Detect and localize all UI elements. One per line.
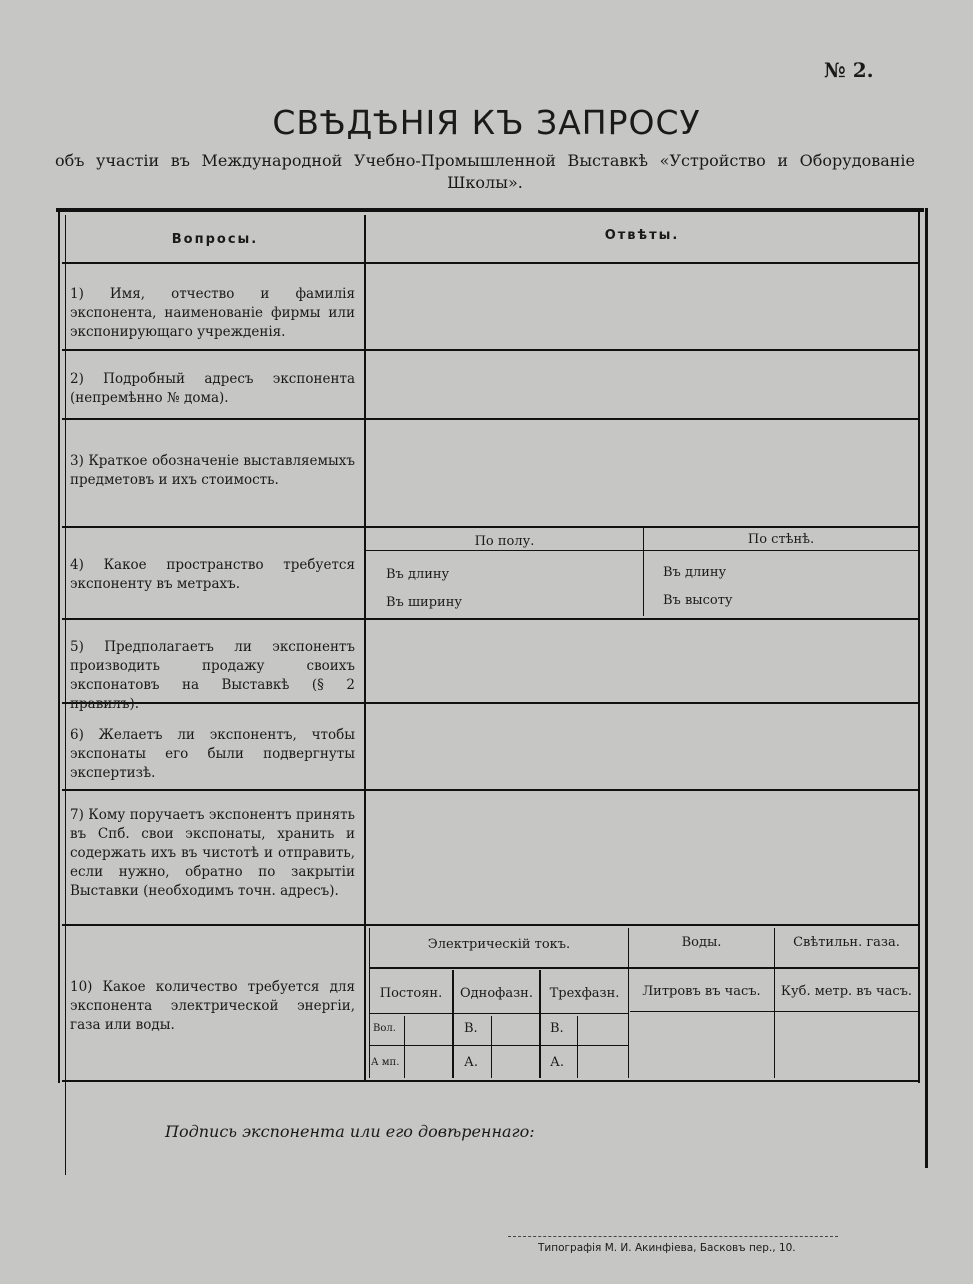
page-title: СВѢДѢНІЯ КЪ ЗАПРОСУ <box>272 103 701 142</box>
space-wall-header: По стѣнѣ. <box>747 532 815 547</box>
energy-cell-line <box>577 1016 578 1078</box>
row-divider <box>62 1080 920 1082</box>
energy-unit-line <box>370 1045 628 1046</box>
row-divider <box>62 924 920 926</box>
gas-header: Свѣтильн. газа. <box>793 935 900 950</box>
amp-single-label: А. <box>464 1055 478 1070</box>
gas-unit: Куб. метр. въ часъ. <box>780 984 913 999</box>
question-1: 1) Имя, отчество и фамилія экспонента, наименованіе фирмы или экспонирующаго учрежденія. <box>70 286 355 340</box>
question-7: 7) Кому поручаетъ экспонентъ принять въ Спб. свои экспонаты, хранить и содержать ихъ въ чистотѣ и отправить, если нужно, обратно по закрытіи Выставки (необходимъ точн. адресъ). <box>70 807 355 899</box>
space-floor-header: По полу. <box>474 534 535 549</box>
electric-header: Электрическій токъ. <box>427 937 571 952</box>
energy-unit-line <box>630 1011 918 1012</box>
answer-field-6[interactable] <box>367 705 917 788</box>
energy-subheader-line <box>369 967 919 969</box>
direct-current-header: Постоян. <box>379 986 443 1001</box>
footer-rule <box>508 1236 838 1237</box>
row-divider <box>62 526 920 528</box>
question-6: 6) Желаетъ ли экспонентъ, чтобы экспонаты его были подвергнуты экспертизѣ. <box>70 727 355 781</box>
volt-single-label: В. <box>464 1021 478 1036</box>
answer-field-5[interactable] <box>367 621 917 701</box>
table-left-border <box>58 208 60 1083</box>
row-divider <box>62 349 920 351</box>
volt-direct-label: Вол. <box>373 1023 396 1034</box>
question-4: 4) Какое пространство требуется экспоненту въ метрахъ. <box>70 557 355 592</box>
table-right-border <box>918 208 920 1083</box>
volt-three-label: В. <box>550 1021 564 1036</box>
energy-cell-line <box>404 1016 405 1078</box>
answers-header: Отвѣты. <box>604 228 680 243</box>
signature-label: Подпись экспонента или его довѣреннаго: <box>165 1122 535 1141</box>
three-phase-header: Трехфазн. <box>549 986 620 1001</box>
amp-three-label: А. <box>550 1055 564 1070</box>
question-5: 5) Предполагаетъ ли экспонентъ производить продажу своихъ экспонатовъ на Выставкѣ (§ 2 правилъ). <box>70 639 355 712</box>
signature-field[interactable] <box>560 1125 900 1155</box>
wall-length-label: Въ длину <box>663 565 727 580</box>
amp-direct-label: А мп. <box>371 1057 400 1068</box>
question-2: 2) Подробный адресъ экспонента (непремѣнно № дома). <box>70 371 355 406</box>
table-outer-right-border <box>925 208 928 1168</box>
question-3: 3) Краткое обозначеніе выставляемыхъ предметовъ и ихъ стоимость. <box>70 453 355 488</box>
answer-field-3[interactable] <box>367 421 917 525</box>
subtitle: объ участіи въ Международной Учебно-Промышленной Выставкѣ «Устройство и Оборудованіе Школы». <box>55 151 915 192</box>
energy-divider <box>774 928 775 1078</box>
column-divider <box>364 215 366 1080</box>
row-divider <box>62 418 920 420</box>
energy-divider <box>628 928 629 1078</box>
answer-field-2[interactable] <box>367 352 917 417</box>
form-number: № 2. <box>824 58 874 82</box>
floor-width-label: Въ ширину <box>386 595 463 610</box>
wall-height-label: Въ высоту <box>663 593 733 608</box>
answer-field-1[interactable] <box>367 265 917 348</box>
answer-field-7[interactable] <box>367 792 917 923</box>
floor-length-label: Въ длину <box>386 567 450 582</box>
questions-header: Вопросы. <box>171 232 259 247</box>
energy-unit-line <box>370 1013 628 1014</box>
single-phase-header: Однофазн. <box>460 986 533 1001</box>
printer-imprint: Типографія М. И. Акинфіева, Басковъ пер., 10. <box>538 1242 796 1254</box>
row-divider <box>62 789 920 791</box>
row-divider <box>62 262 920 264</box>
water-unit: Литровъ въ часъ. <box>642 984 761 999</box>
table-inner-left-border <box>65 215 66 1175</box>
energy-cell-line <box>491 1016 492 1078</box>
water-header: Воды. <box>681 935 722 950</box>
row-divider <box>62 618 920 620</box>
table-top-border <box>56 208 924 212</box>
question-10: 10) Какое количество требуется для экспонента электрической энергіи, газа или воды. <box>70 979 355 1033</box>
